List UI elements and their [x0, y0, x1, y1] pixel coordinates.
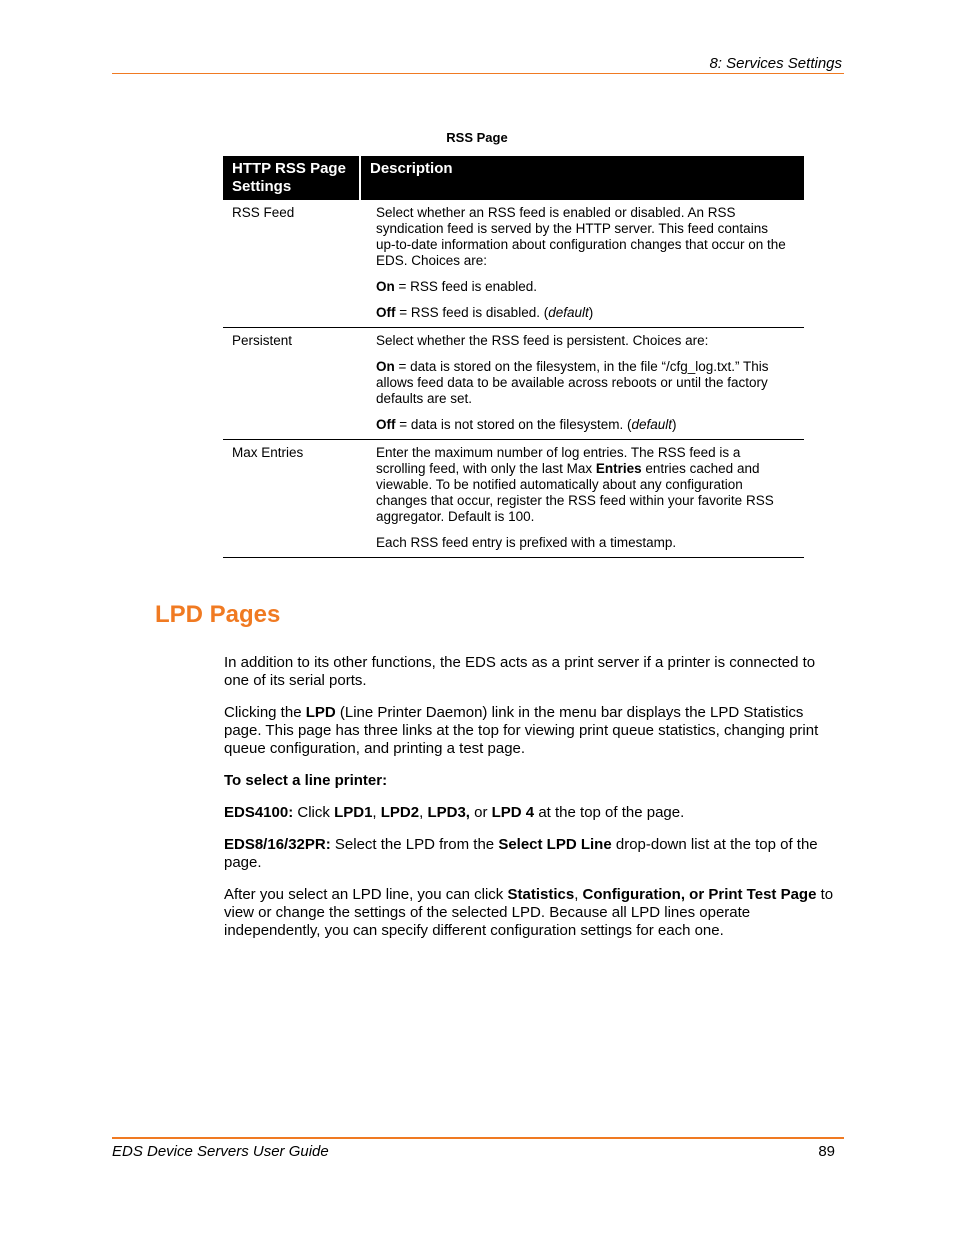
setting-name: RSS Feed [223, 200, 360, 328]
header-rule [112, 73, 844, 74]
paragraph-text: , [419, 804, 428, 821]
section-body [224, 654, 844, 954]
paragraph-text: After you select an LPD line, you can click [224, 886, 508, 903]
option-label: Off [376, 305, 396, 320]
footer-title: EDS Device Servers User Guide [112, 1143, 329, 1160]
setting-name: Max Entries [223, 440, 360, 558]
description-paragraph [376, 359, 790, 407]
description-text: ) [672, 417, 677, 432]
body-paragraph [224, 886, 844, 940]
body-paragraph [224, 704, 844, 758]
bold-text: LPD [305, 704, 336, 721]
description-text: = data is stored on the filesystem, in the file “/cfg_log.txt.” This allows feed data to be available across reboots or until the factory defaults are set. [376, 359, 769, 406]
running-header: 8: Services Settings [709, 55, 842, 72]
description-paragraph [376, 205, 790, 269]
description-text: = RSS feed is enabled. [394, 279, 537, 294]
table-row [223, 328, 804, 440]
paragraph-text: (Line Printer Daemon) link in the menu bar displays the LPD Statistics page. This page has three links at the top for viewing print queue statistics, changing print queue configuration, and printing a test page. [224, 704, 819, 757]
bold-text: Configuration, or Print Test Page [582, 886, 817, 903]
setting-description [360, 328, 804, 440]
body-paragraph [224, 804, 844, 822]
description-text: ) [588, 305, 594, 320]
bold-text: EDS4100: [224, 804, 294, 821]
paragraph-text: to view or change the settings of the selected LPD. Because all LPD lines operate independently, you can specify different configuration settings for each one. [224, 886, 834, 939]
setting-name: Persistent [223, 328, 360, 440]
bold-text: Statistics [507, 886, 575, 903]
paragraph-text: In addition to its other functions, the EDS acts as a print server if a printer is connected to one of its serial ports. [224, 654, 816, 689]
paragraph-text: drop-down list at the top of the page. [224, 836, 818, 871]
bold-text: Select LPD Line [498, 836, 612, 853]
bold-text: EDS8/16/32PR: [224, 836, 331, 853]
emphasis-text: Entries [595, 461, 642, 476]
description-text: Select whether the RSS feed is persistent. Choices are: [376, 333, 709, 348]
description-text: Enter the maximum number of log entries. The RSS feed is a scrolling feed, with only the last Max [376, 445, 741, 476]
paragraph-text: , [574, 886, 583, 903]
setting-description [360, 200, 804, 328]
bold-text: LPD 4 [491, 804, 535, 821]
table-row [223, 440, 804, 558]
description-paragraph [376, 445, 790, 525]
paragraph-text: or [469, 804, 492, 821]
description-text: Select whether an RSS feed is enabled or disabled. An RSS syndication feed is served by the HTTP server. This feed contains up-to-date information about configuration changes that occur on the EDS. Choices are: [376, 205, 786, 268]
description-paragraph [376, 417, 790, 433]
bold-text: LPD2 [380, 804, 420, 821]
description-text: = data is not stored on the filesystem. ( [395, 417, 632, 432]
rss-settings-table [223, 156, 804, 558]
page-number: 89 [818, 1143, 835, 1160]
option-label: Off [376, 417, 396, 432]
table-row [223, 200, 804, 328]
paragraph-text: Select the LPD from the [330, 836, 499, 853]
description-paragraph [376, 305, 790, 321]
description-text: = RSS feed is disabled. ( [395, 305, 549, 320]
description-paragraph [376, 535, 790, 551]
description-text: entries cached and viewable. To be notified automatically about any configuration changes that occur, register the RSS feed within your favorite RSS aggregator. Default is 100. [376, 461, 774, 524]
description-paragraph [376, 333, 790, 349]
paragraph-text: , [372, 804, 381, 821]
description-paragraph [376, 279, 790, 295]
default-marker: default [631, 417, 673, 432]
table-header-row [223, 156, 804, 200]
bold-text: To select a line printer: [224, 772, 388, 789]
body-paragraph [224, 654, 844, 690]
setting-description [360, 440, 804, 558]
bold-text: LPD1 [334, 804, 373, 821]
paragraph-text: Click [293, 804, 335, 821]
option-label: On [376, 279, 395, 294]
bold-text: LPD3, [427, 804, 470, 821]
table-body [223, 200, 804, 558]
column-header-setting: HTTP RSS Page Settings [223, 156, 360, 200]
description-text: Each RSS feed entry is prefixed with a timestamp. [376, 535, 677, 550]
section-title: LPD Pages [155, 601, 281, 628]
footer-rule [112, 1137, 844, 1139]
paragraph-text: Clicking the [224, 704, 306, 721]
column-header-description: Description [360, 156, 804, 200]
body-paragraph [224, 772, 844, 790]
body-paragraph [224, 836, 844, 872]
option-label: On [376, 359, 395, 374]
default-marker: default [548, 305, 589, 320]
table-caption: RSS Page [446, 130, 508, 145]
paragraph-text: at the top of the page. [534, 804, 685, 821]
